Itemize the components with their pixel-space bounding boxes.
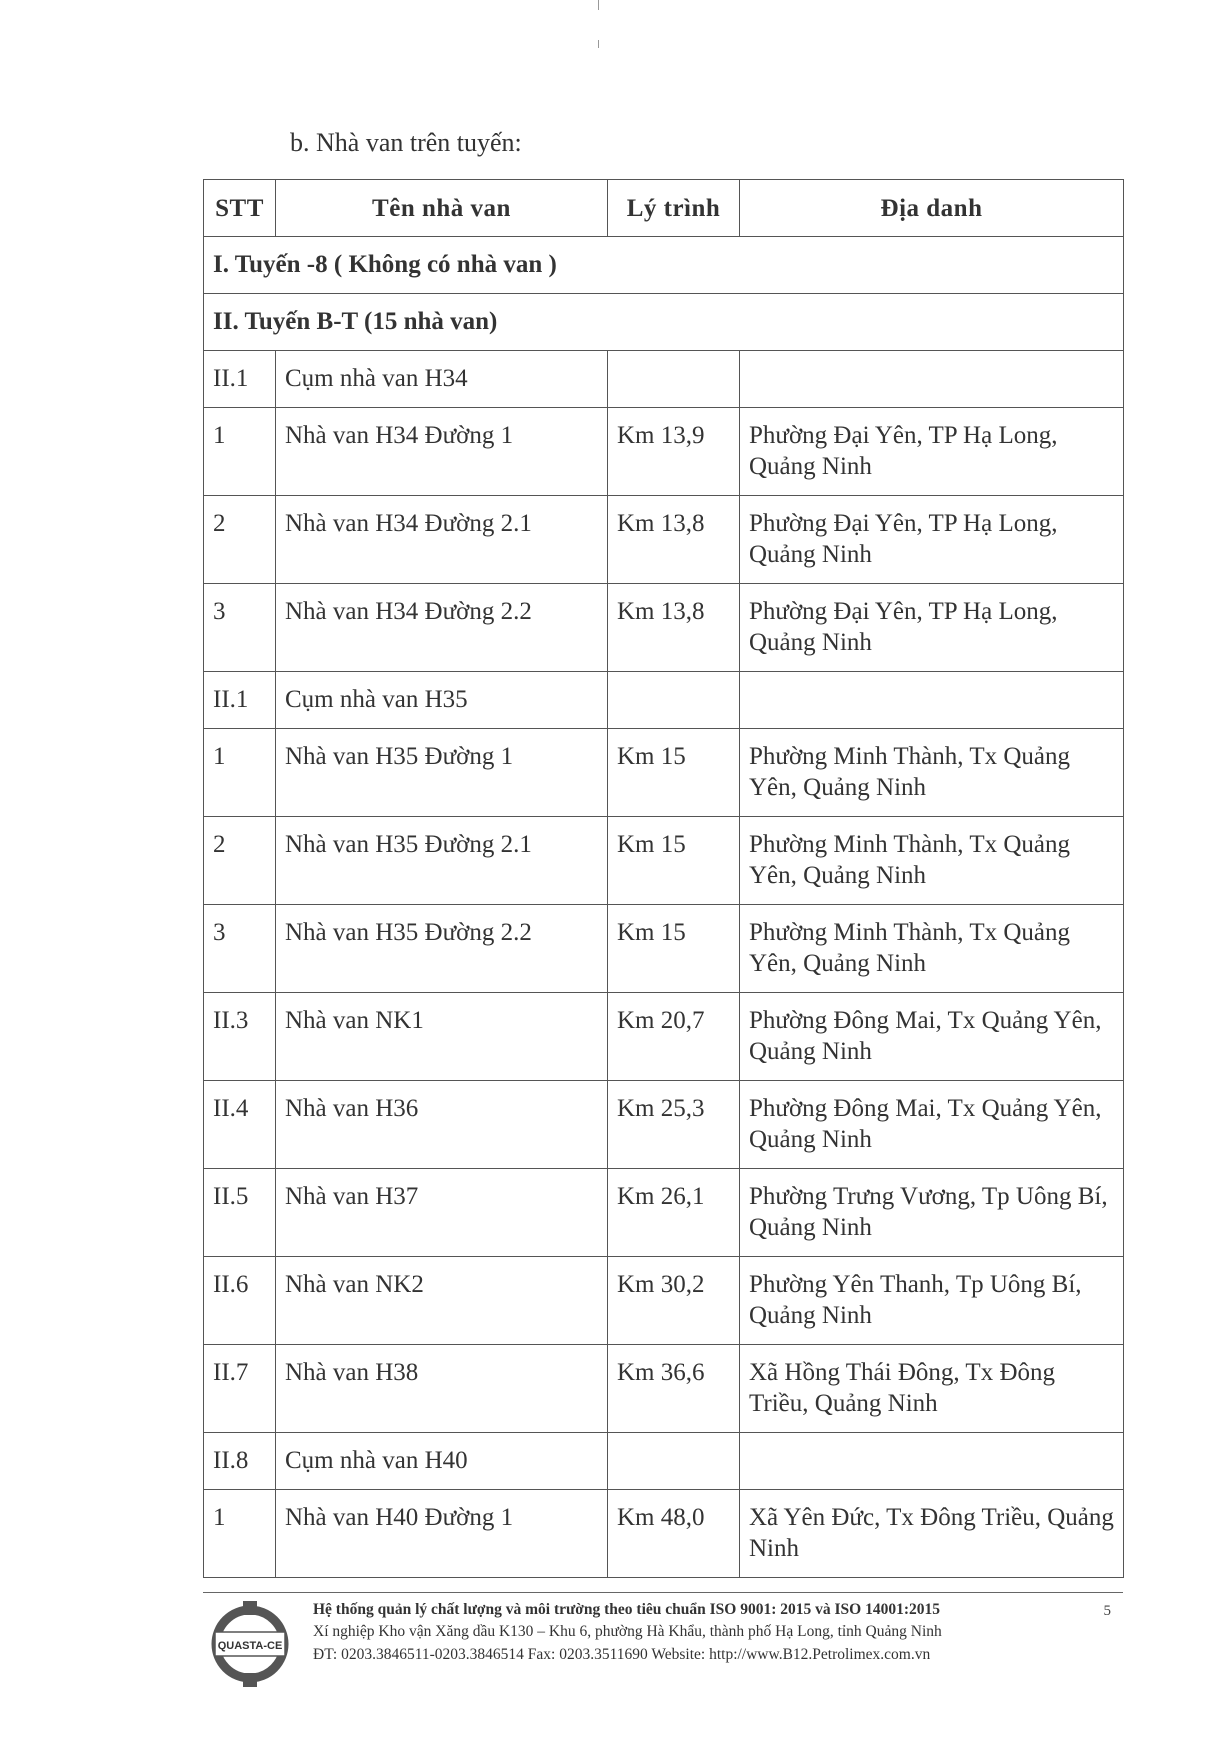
cell-name: Cụm nhà van H40: [276, 1433, 608, 1490]
cell-stt: II.3: [204, 993, 276, 1081]
cell-km: Km 13,8: [608, 584, 740, 672]
cell-name: Nhà van H34 Đường 1: [276, 408, 608, 496]
quasta-logo: [209, 1599, 291, 1689]
table-row: [204, 1345, 1124, 1433]
cell-stt: 1: [204, 408, 276, 496]
cell-place: Phường Đông Mai, Tx Quảng Yên, Quảng Ninh: [740, 993, 1124, 1081]
cell-name: Nhà van H35 Đường 2.2: [276, 905, 608, 993]
svg-text:QUASTA-CE: QUASTA-CE: [217, 1640, 283, 1652]
page-number: 5: [1103, 1603, 1111, 1619]
cell-name: Nhà van NK2: [276, 1257, 608, 1345]
footer-contact-line: ĐT: 0203.3846511-0203.3846514 Fax: 0203.3511690 Website: http://www.B12.Petrolimex.com.vn: [313, 1646, 931, 1663]
cell-place: Xã Yên Đức, Tx Đông Triều, Quảng Ninh: [740, 1490, 1124, 1578]
cell-name: Nhà van H34 Đường 2.1: [276, 496, 608, 584]
cell-place: Phường Trưng Vương, Tp Uông Bí, Quảng Ninh: [740, 1169, 1124, 1257]
cell-stt: II.6: [204, 1257, 276, 1345]
cell-km: Km 25,3: [608, 1081, 740, 1169]
table-group-row: [204, 351, 1124, 408]
table-row: [204, 496, 1124, 584]
cell-km: [608, 351, 740, 408]
cell-stt: 3: [204, 905, 276, 993]
header-name: Tên nhà van: [276, 180, 608, 237]
section-heading: b. Nhà van trên tuyến:: [290, 128, 522, 157]
cell-place: Phường Đại Yên, TP Hạ Long, Quảng Ninh: [740, 584, 1124, 672]
cell-place: [740, 351, 1124, 408]
cell-km: Km 15: [608, 729, 740, 817]
cell-place: Phường Yên Thanh, Tp Uông Bí, Quảng Ninh: [740, 1257, 1124, 1345]
cell-place: Phường Đại Yên, TP Hạ Long, Quảng Ninh: [740, 408, 1124, 496]
cell-name: Cụm nhà van H35: [276, 672, 608, 729]
cell-place: Phường Minh Thành, Tx Quảng Yên, Quảng Ninh: [740, 817, 1124, 905]
cell-km: [608, 672, 740, 729]
cell-stt: II.7: [204, 1345, 276, 1433]
table-row: [204, 1081, 1124, 1169]
header-km: Lý trình: [608, 180, 740, 237]
table-section-row: [204, 294, 1124, 351]
cell-stt: II.5: [204, 1169, 276, 1257]
footer-address-line: Xí nghiệp Kho vận Xăng dầu K130 – Khu 6, phường Hà Khẩu, thành phố Hạ Long, tỉnh Quảng Ninh: [313, 1623, 942, 1640]
cell-km: [608, 1433, 740, 1490]
cell-km: Km 20,7: [608, 993, 740, 1081]
section-title: I. Tuyến -8 ( Không có nhà van ): [204, 237, 1124, 294]
section-title: II. Tuyến B-T (15 nhà van): [204, 294, 1124, 351]
cell-place: Xã Hồng Thái Đông, Tx Đông Triều, Quảng Ninh: [740, 1345, 1124, 1433]
cell-place: [740, 672, 1124, 729]
cell-km: Km 36,6: [608, 1345, 740, 1433]
cell-stt: 2: [204, 817, 276, 905]
cell-stt: II.8: [204, 1433, 276, 1490]
cell-name: Nhà van H37: [276, 1169, 608, 1257]
footer-iso-line: Hệ thống quản lý chất lượng và môi trường theo tiêu chuẩn ISO 9001: 2015 và ISO 14001:2015: [313, 1601, 940, 1618]
table-section-row: [204, 237, 1124, 294]
cell-place: Phường Minh Thành, Tx Quảng Yên, Quảng Ninh: [740, 729, 1124, 817]
header-stt: STT: [204, 180, 276, 237]
table-row: [204, 408, 1124, 496]
cell-stt: 1: [204, 729, 276, 817]
cell-km: Km 26,1: [608, 1169, 740, 1257]
cell-km: Km 15: [608, 817, 740, 905]
cell-stt: 2: [204, 496, 276, 584]
cell-place: Phường Đông Mai, Tx Quảng Yên, Quảng Ninh: [740, 1081, 1124, 1169]
table-group-row: [204, 1433, 1124, 1490]
cell-name: Nhà van H35 Đường 1: [276, 729, 608, 817]
cell-name: Cụm nhà van H34: [276, 351, 608, 408]
table-row: [204, 1169, 1124, 1257]
cell-place: Phường Đại Yên, TP Hạ Long, Quảng Ninh: [740, 496, 1124, 584]
cell-km: Km 48,0: [608, 1490, 740, 1578]
table-row: [204, 729, 1124, 817]
cell-stt: II.4: [204, 1081, 276, 1169]
cell-stt: II.1: [204, 672, 276, 729]
cell-stt: II.1: [204, 351, 276, 408]
cell-stt: 1: [204, 1490, 276, 1578]
cell-place: [740, 1433, 1124, 1490]
cell-stt: 3: [204, 584, 276, 672]
table-row: [204, 905, 1124, 993]
table-group-row: [204, 672, 1124, 729]
cell-name: Nhà van H40 Đường 1: [276, 1490, 608, 1578]
cell-km: Km 13,8: [608, 496, 740, 584]
table-row: [204, 993, 1124, 1081]
cell-name: Nhà van NK1: [276, 993, 608, 1081]
page-footer: [203, 1592, 1123, 1703]
header-place: Địa danh: [740, 180, 1124, 237]
cell-km: Km 13,9: [608, 408, 740, 496]
table-row: [204, 1257, 1124, 1345]
cell-name: Nhà van H34 Đường 2.2: [276, 584, 608, 672]
table-header-row: [204, 180, 1124, 237]
table-row: [204, 817, 1124, 905]
cell-name: Nhà van H35 Đường 2.1: [276, 817, 608, 905]
scan-mark: [598, 0, 599, 10]
cell-km: Km 30,2: [608, 1257, 740, 1345]
cell-place: Phường Minh Thành, Tx Quảng Yên, Quảng Ninh: [740, 905, 1124, 993]
table-body: [204, 237, 1124, 1578]
cell-name: Nhà van H38: [276, 1345, 608, 1433]
cell-km: Km 15: [608, 905, 740, 993]
scan-mark: [598, 40, 599, 48]
table-row: [204, 1490, 1124, 1578]
cell-name: Nhà van H36: [276, 1081, 608, 1169]
table-row: [204, 584, 1124, 672]
valve-house-table: [203, 179, 1124, 1578]
